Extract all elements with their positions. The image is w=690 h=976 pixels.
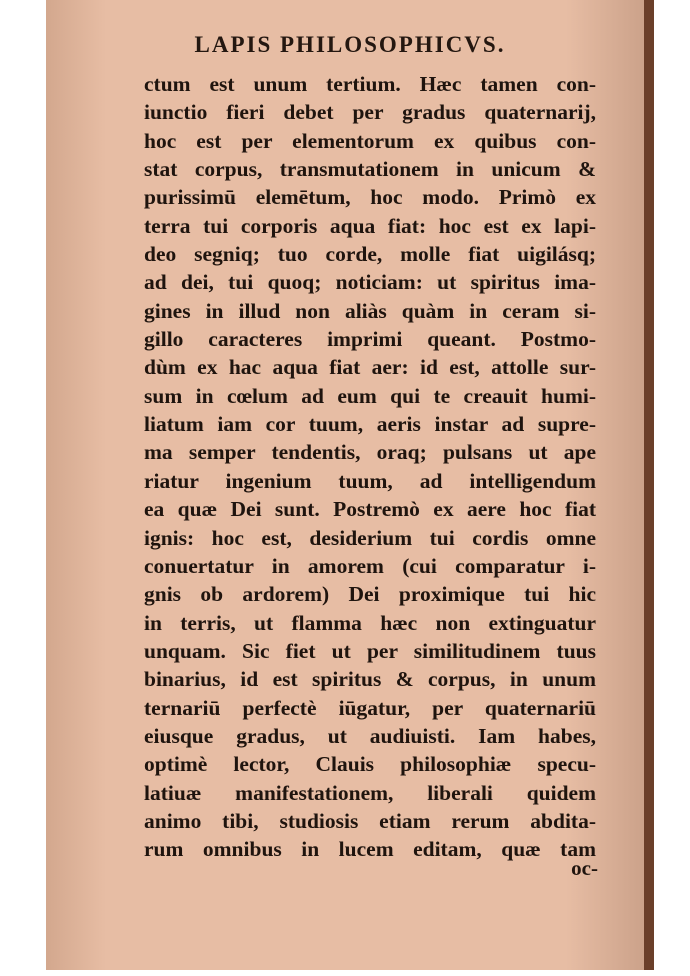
text-line: purissimū elemētum, hoc modo. Primò ex — [144, 185, 596, 210]
running-head: LAPIS PHILOSOPHICVS. — [194, 32, 506, 57]
text-line: deo segniq; tuo corde, molle fiat uigilásq; — [144, 242, 596, 267]
text-line: riatur ingenium tuum, ad intelligendum — [144, 468, 596, 493]
text-line: terra tui corporis aqua fiat: hoc est ex lapi- — [144, 213, 596, 238]
text-line: ma semper tendentis, oraq; pulsans ut ape — [144, 440, 596, 465]
text-line: ignis: hoc est, desiderium tui cordis omne — [144, 525, 596, 550]
text-line: gines in illud non aliàs quàm in ceram si- — [144, 298, 596, 323]
body-text — [144, 70, 596, 864]
text-line: ternariū perfectè iūgatur, per quaternariū — [144, 695, 596, 720]
text-line: latiuæ manifestationem, liberali quidem — [144, 780, 596, 805]
text-line: dùm ex hac aqua fiat aer: id est, attolle sur- — [144, 355, 596, 380]
text-line: optimè lector, Clauis philosophiæ specu- — [144, 752, 596, 777]
text-line: hoc est per elementorum ex quibus con- — [144, 128, 596, 153]
catchword: oc- — [571, 856, 598, 880]
book-page — [46, 0, 654, 970]
text-line: iunctio fieri debet per gradus quaternarij, — [144, 100, 596, 125]
text-line: sum in cœlum ad eum qui te creauit humi- — [144, 383, 596, 408]
text-line: conuertatur in amorem (cui comparatur i- — [144, 553, 596, 578]
text-line: unquam. Sic fiet ut per similitudinem tuus — [144, 638, 596, 663]
text-line: ea quæ Dei sunt. Postremò ex aere hoc fiat — [144, 497, 596, 522]
text-line: stat corpus, transmutationem in unicum & — [144, 157, 596, 182]
text-line: binarius, id est spiritus & corpus, in unum — [144, 667, 596, 692]
text-line: ctum est unum tertium. Hæc tamen con- — [144, 72, 596, 96]
text-line: animo tibi, studiosis etiam rerum abdita- — [144, 808, 596, 833]
text-line: ad dei, tui quoq; noticiam: ut spiritus ima- — [144, 270, 596, 295]
text-line: in terris, ut flamma hæc non extinguatur — [144, 610, 596, 635]
page-gutter — [644, 0, 654, 970]
text-line: eiusque gradus, ut audiuisti. Iam habes, — [144, 723, 596, 748]
text-line: gillo caracteres imprimi queant. Postmo- — [144, 327, 596, 352]
text-line: gnis ob ardorem) Dei proximique tui hic — [144, 582, 596, 607]
text-line: rum omnibus in lucem editam, quæ tam — [144, 837, 596, 862]
text-line: liatum iam cor tuum, aeris instar ad supre- — [144, 412, 596, 437]
